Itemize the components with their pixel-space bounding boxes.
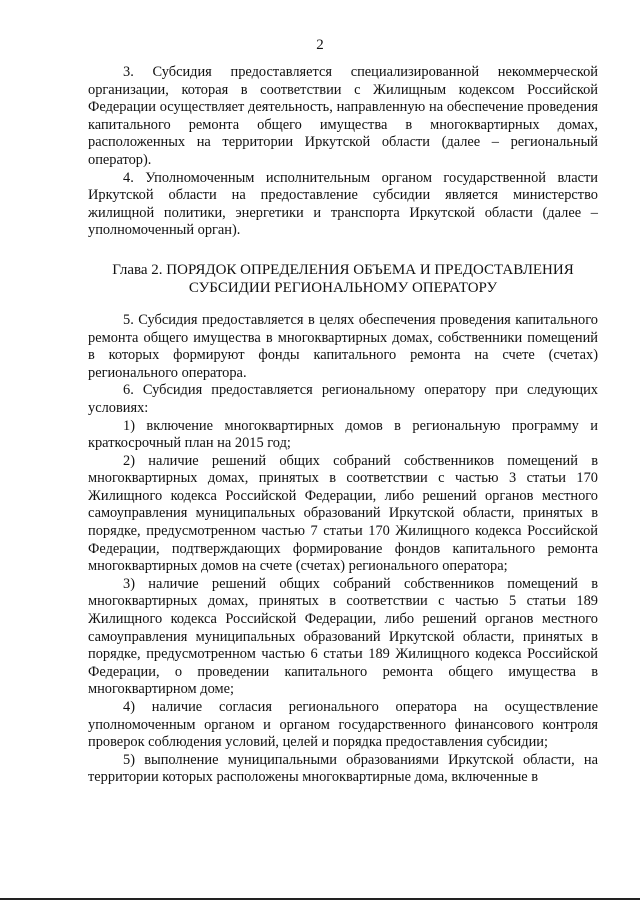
chapter-heading [88, 261, 598, 298]
paragraph-3: 3. Субсидия предоставляется специализированной некоммерческой организации, которая в соответствии с Жилищным кодексом Российской Федерации осуществляет деятельность, направленную на обеспечение проведения капитального ремонта общего имущества в многоквартирных домах, расположенных на территории Иркутской области (далее – региональный оператор). [88, 64, 598, 168]
bottom-edge-line [0, 898, 640, 900]
page-number: 2 [316, 37, 324, 53]
condition-3: 3) наличие решений общих собраний собственников помещений в многоквартирных домах, принятых в соответствии с частью 5 статьи 189 Жилищного кодекса Российской Федерации, либо решений органов местного самоуправления муниципальных образований Иркутской области, принятых в порядке, предусмотренном частью 6 статьи 189 Жилищного кодекса Российской Федерации, о проведении капитального ремонта общего имущества в многоквартирном доме; [88, 575, 598, 698]
condition-5: 5) выполнение муниципальными образованиями Иркутской области, на территории которых расположены многоквартирные дома, включенные в [88, 751, 598, 786]
chapter-heading-line-2: СУБСИДИИ РЕГИОНАЛЬНОМУ ОПЕРАТОРУ [188, 280, 498, 297]
paragraph-4: 4. Уполномоченным исполнительным органом государственной власти Иркутской области на предоставление субсидии является министерство жилищной политики, энергетики и транспорта Иркутской области (далее – уполномоченный орган). [88, 169, 598, 239]
paragraph-5: 5. Субсидия предоставляется в целях обеспечения проведения капитального ремонта общего имущества в многоквартирных домах, собственники помещений в которых формируют фонды капитального ремонта на счете (счетах) регионального оператора. [88, 311, 598, 381]
condition-2: 2) наличие решений общих собраний собственников помещений в многоквартирных домах, принятых в соответствии с частью 3 статьи 170 Жилищного кодекса Российской Федерации, либо решений органов местного самоуправления муниципальных образований Иркутской области, принятых в порядке, предусмотренном частью 7 статьи 170 Жилищного кодекса Российской Федерации, подтверждающих формирование фондов капитального ремонта многоквартирных домов на счете (счетах) регионального оператора; [88, 452, 598, 575]
document-body [88, 64, 598, 787]
chapter-heading-line-1: Глава 2. ПОРЯДОК ОПРЕДЕЛЕНИЯ ОБЪЕМА И ПРЕДОСТАВЛЕНИЯ [112, 261, 574, 278]
condition-4: 4) наличие согласия регионального оператора на осуществление уполномоченным органом и органом государственного финансового контроля проверок соблюдения условий, целей и порядка предоставления субсидии; [88, 699, 598, 751]
condition-1: 1) включение многоквартирных домов в региональную программу и краткосрочный план на 2015 год; [88, 417, 598, 452]
paragraph-6: 6. Субсидия предоставляется региональному оператору при следующих условиях: [88, 382, 598, 416]
